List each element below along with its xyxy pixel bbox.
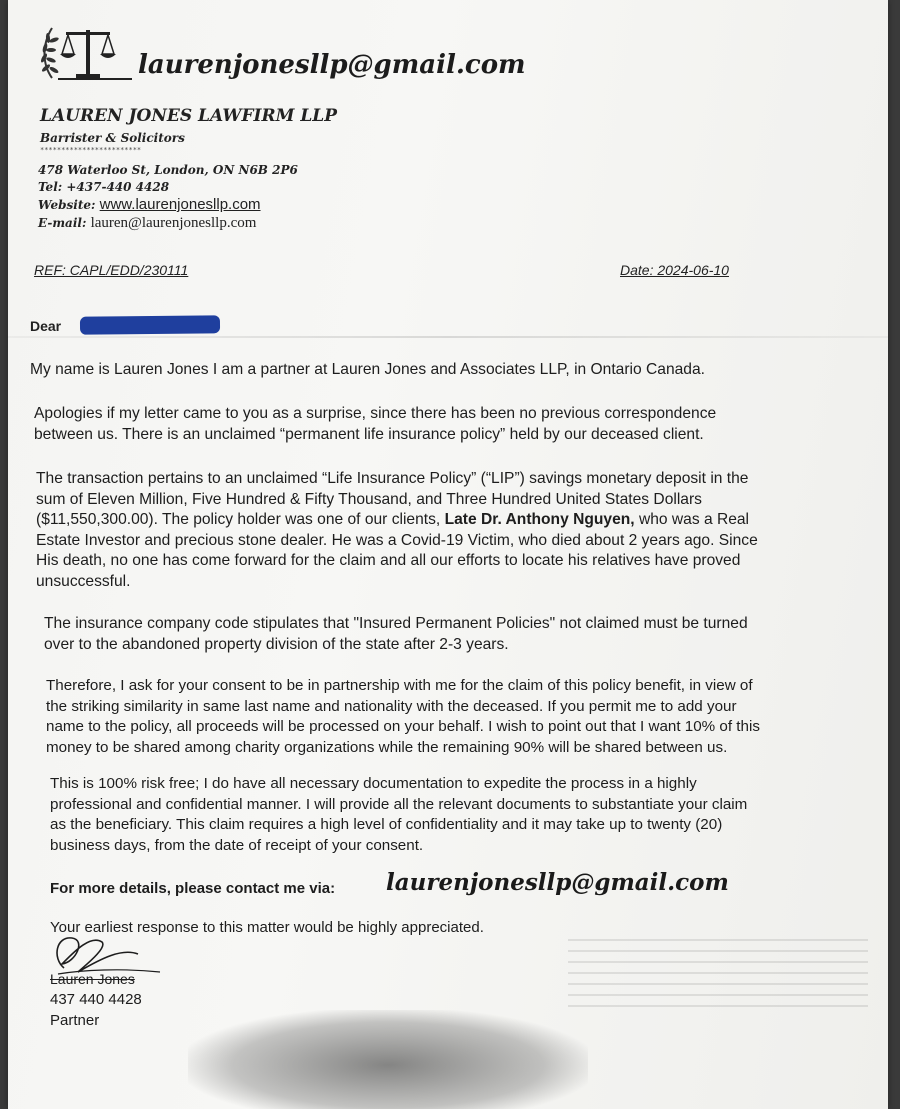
- tel-value: +437-440 4428: [66, 180, 170, 194]
- paragraph-apology: [34, 404, 716, 445]
- client-name: Late Dr. Anthony Nguyen,: [444, 511, 635, 528]
- show-through-text: [568, 930, 868, 1010]
- website-link[interactable]: www.laurenjonesllp.com: [99, 196, 261, 213]
- paragraph-partnership: [46, 676, 760, 758]
- text-line: The transaction pertains to an unclaimed “Life Insurance Policy” (“LIP”) savings monetary deposit in the: [36, 470, 749, 487]
- reference-number: REF: CAPL/EDD/230111: [34, 262, 189, 278]
- text-line: between us. There is an unclaimed “permanent life insurance policy” held by our deceased client.: [34, 425, 704, 443]
- text-line: name to the policy, all proceeds will be processed on your behalf. I wish to point out that I want 10% of this: [46, 718, 760, 735]
- letter-page: [8, 0, 888, 1109]
- redacted-name: [80, 315, 220, 334]
- website-label: Website:: [38, 198, 96, 212]
- text-line: [36, 510, 758, 531]
- paragraph-policy-code: [44, 614, 748, 655]
- firm-name: LAUREN JONES LAWFIRM LLP: [40, 106, 338, 126]
- firm-email: [38, 215, 256, 232]
- text-line: professional and confidential manner. I will provide all the relevant documents to substantiate your claim: [50, 795, 748, 813]
- paragraph-risk-free: [50, 774, 747, 856]
- firm-subtitle: Barrister & Solicitors: [40, 131, 185, 145]
- text-line: money to be shared among charity organizations while the remaining 90% will be shared between us.: [46, 738, 728, 756]
- tel-label: Tel:: [38, 180, 63, 194]
- photo-shadow: [188, 1010, 588, 1109]
- paper-fold: [8, 336, 888, 338]
- signatory-role: Partner: [50, 1012, 100, 1029]
- contact-label: For more details, please contact me via:: [50, 880, 336, 897]
- scales-of-justice-icon: [38, 18, 134, 82]
- paragraph-intro: [30, 360, 705, 381]
- email-label: E-mail:: [38, 216, 87, 230]
- text-line: My name is Lauren Jones I am a partner at Lauren Jones and Associates LLP, in Ontario Canada.: [30, 361, 705, 378]
- signatory-name: Lauren Jones: [50, 971, 135, 987]
- text-line: sum of Eleven Million, Five Hundred & Fifty Thousand, and Three Hundred United States Dollars: [36, 490, 702, 508]
- firm-website: [38, 196, 261, 213]
- text-span: who was a Real: [634, 511, 750, 528]
- header-divider: ************************: [40, 146, 142, 154]
- header-email: laurenjonesllp@gmail.com: [138, 50, 526, 80]
- firm-tel: [38, 180, 169, 194]
- closing-line: Your earliest response to this matter would be highly appreciated.: [50, 919, 484, 936]
- text-line: the striking similarity in same last name and nationality with the deceased. If you permit me to add your: [46, 697, 737, 715]
- text-line: This is 100% risk free; I do have all necessary documentation to expedite the process in a highly: [50, 775, 697, 792]
- text-line: unsuccessful.: [36, 572, 131, 590]
- text-line: business days, from the date of receipt of your consent.: [50, 836, 424, 854]
- contact-email: laurenjonesllp@gmail.com: [386, 869, 729, 896]
- text-line: Estate Investor and precious stone dealer. He was a Covid-19 Victim, who died about 2 years ago. Since: [36, 531, 758, 549]
- salutation: Dear: [30, 318, 62, 334]
- paragraph-transaction: [36, 469, 758, 592]
- signatory-phone: 437 440 4428: [50, 991, 142, 1008]
- email-value: lauren@laurenjonesllp.com: [90, 215, 257, 231]
- text-line: as the beneficiary. This claim requires a high level of confidentiality and it may take up to twenty (20): [50, 816, 723, 833]
- text-line: His death, no one has come forward for the claim and all our efforts to locate his relatives have proved: [36, 552, 741, 569]
- firm-address: 478 Waterloo St, London, ON N6B 2P6: [38, 163, 298, 177]
- text-line: The insurance company code stipulates that "Insured Permanent Policies" not claimed must be turned: [44, 615, 748, 632]
- letter-date: Date: 2024-06-10: [620, 262, 729, 278]
- text-line: Therefore, I ask for your consent to be in partnership with me for the claim of this policy benefit, in view of: [46, 677, 753, 694]
- text-line: Apologies if my letter came to you as a surprise, since there has been no previous correspondence: [34, 405, 717, 422]
- text-span: ($11,550,300.00). The policy holder was one of our clients,: [36, 511, 445, 528]
- text-line: over to the abandoned property division of the state after 2-3 years.: [44, 635, 509, 653]
